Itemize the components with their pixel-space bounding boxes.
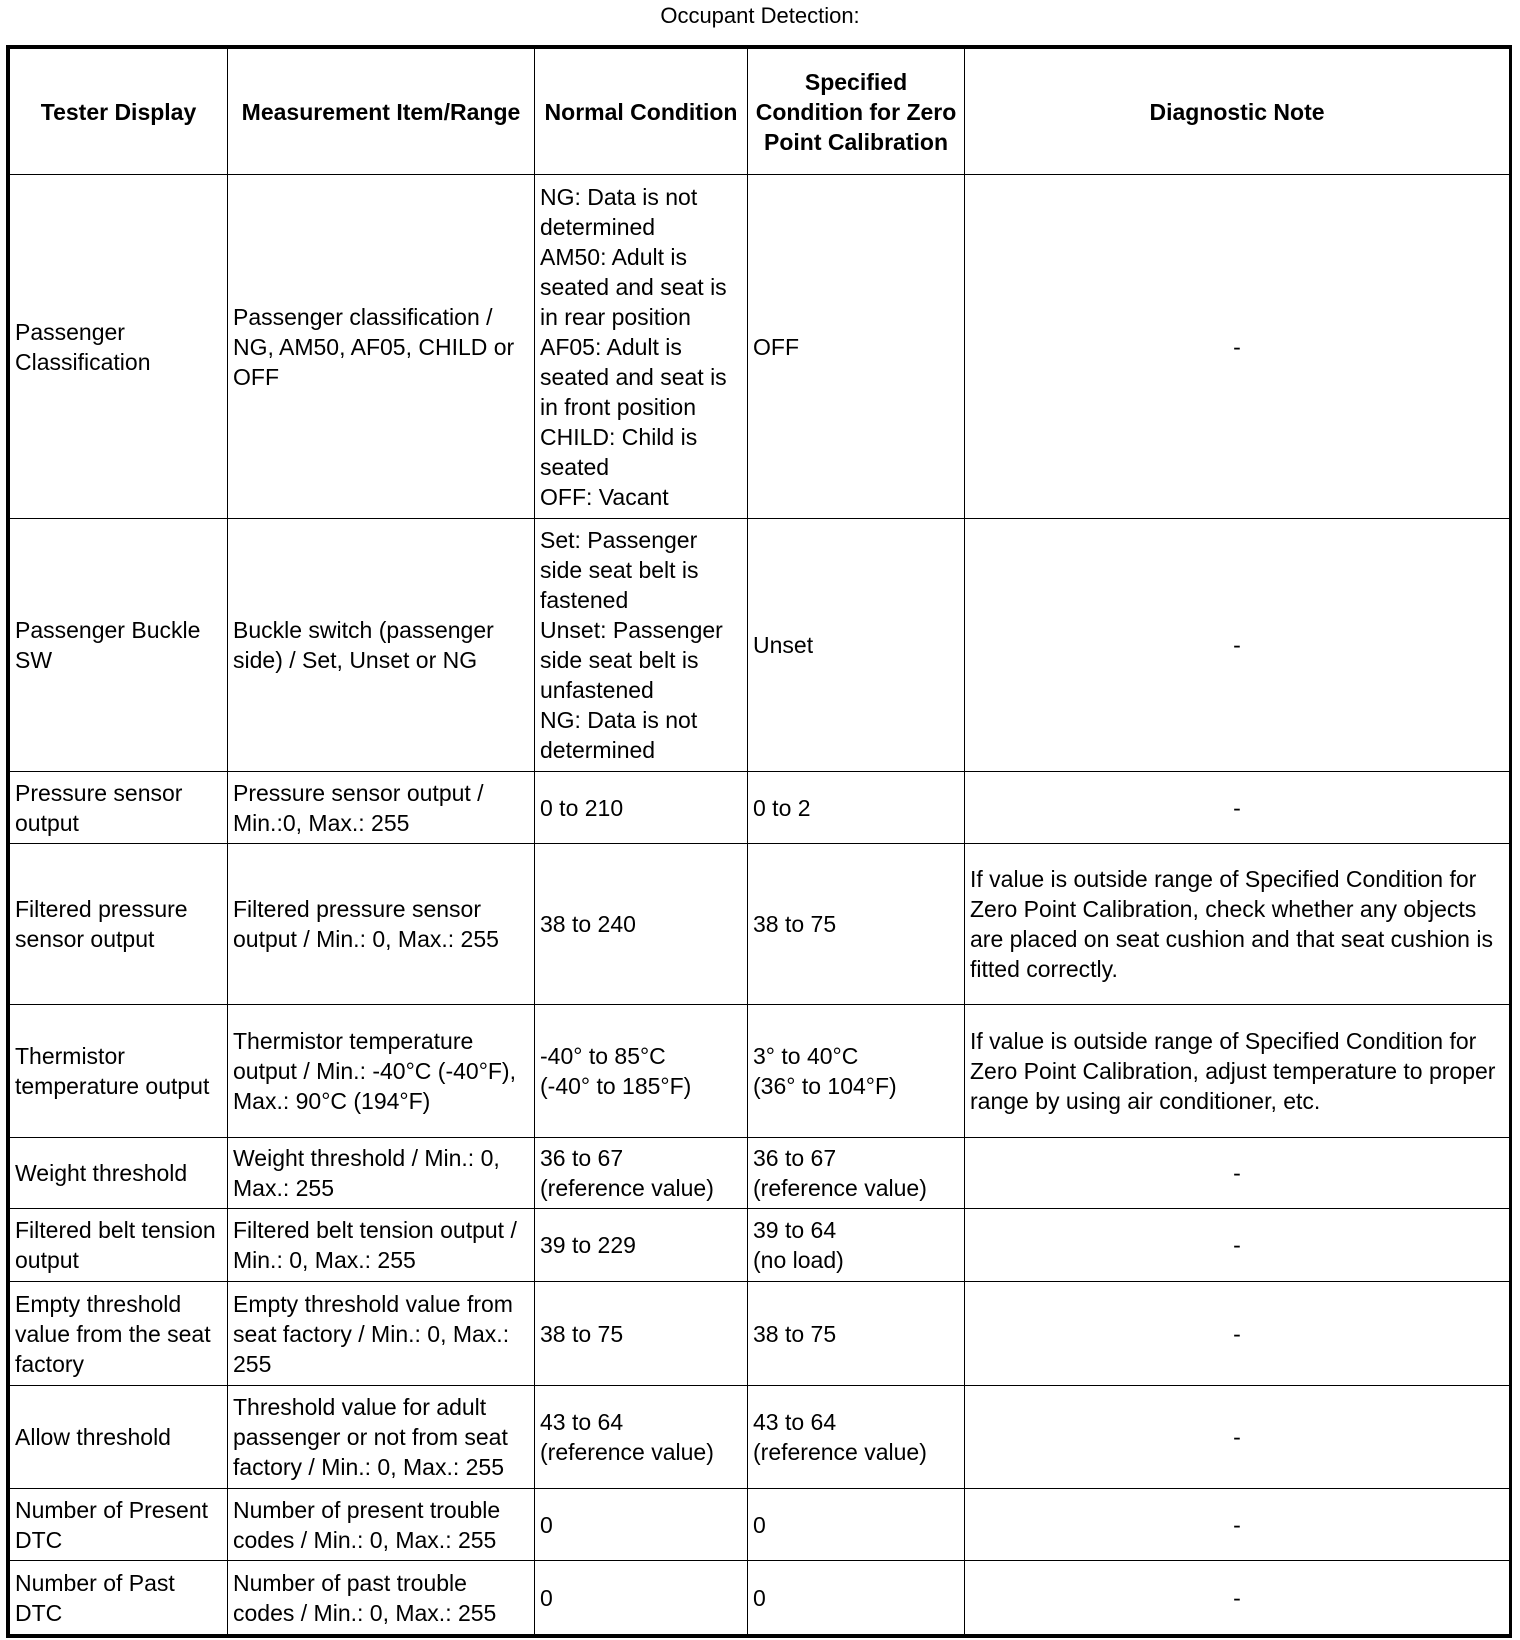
cell-tester-display: Number of Past DTC [10,1561,228,1635]
table-row [10,772,1510,844]
cell-tester-display: Thermistor temperature output [10,1005,228,1137]
cell-specified: 38 to 75 [748,1282,965,1386]
cell-normal: Set: Passenger side seat belt is fastened Unset: Passenger side seat belt is unfastened NG: Data is not determined [535,519,748,772]
table-row [10,1137,1510,1209]
cell-specified: Unset [748,519,965,772]
cell-tester-display: Filtered pressure sensor output [10,844,228,1005]
table-row [10,1561,1510,1635]
cell-measurement: Weight threshold / Min.: 0, Max.: 255 [228,1137,535,1209]
cell-normal: 0 [535,1489,748,1561]
cell-specified: 3° to 40°C (36° to 104°F) [748,1005,965,1137]
table-row [10,1282,1510,1386]
cell-specified: OFF [748,175,965,519]
cell-measurement: Number of present trouble codes / Min.: 0, Max.: 255 [228,1489,535,1561]
cell-note: If value is outside range of Specified Condition for Zero Point Calibration, check whether any objects are placed on seat cushion and that seat cushion is fitted correctly. [965,844,1510,1005]
cell-specified: 0 [748,1561,965,1635]
cell-note: - [965,1209,1510,1282]
cell-specified: 36 to 67 (reference value) [748,1137,965,1209]
table-row [10,1489,1510,1561]
cell-note: - [965,1282,1510,1386]
cell-normal: -40° to 85°C (-40° to 185°F) [535,1005,748,1137]
cell-normal: 38 to 240 [535,844,748,1005]
cell-note: - [965,1489,1510,1561]
cell-measurement: Thermistor temperature output / Min.: -40°C (-40°F), Max.: 90°C (194°F) [228,1005,535,1137]
header-measurement-item: Measurement Item/Range [228,49,535,175]
cell-specified: 0 [748,1489,965,1561]
cell-note: - [965,1386,1510,1489]
table-row [10,175,1510,519]
header-tester-display: Tester Display [10,49,228,175]
cell-specified: 43 to 64 (reference value) [748,1386,965,1489]
cell-normal: NG: Data is not determined AM50: Adult is seated and seat is in rear position AF05: Adult is seated and seat is in front position CHILD: Child is seated OFF: Vacant [535,175,748,519]
cell-normal: 0 [535,1561,748,1635]
page-title: Occupant Detection: [660,3,860,28]
cell-specified: 38 to 75 [748,844,965,1005]
cell-note: - [965,519,1510,772]
cell-note: If value is outside range of Specified Condition for Zero Point Calibration, adjust temperature to proper range by using air conditioner, etc. [965,1005,1510,1137]
cell-specified: 39 to 64 (no load) [748,1209,965,1282]
header-normal-condition: Normal Condition [535,49,748,175]
cell-measurement: Passenger classification / NG, AM50, AF05, CHILD or OFF [228,175,535,519]
cell-normal: 39 to 229 [535,1209,748,1282]
cell-measurement: Number of past trouble codes / Min.: 0, Max.: 255 [228,1561,535,1635]
cell-specified: 0 to 2 [748,772,965,844]
table-row [10,1005,1510,1137]
cell-tester-display: Number of Present DTC [10,1489,228,1561]
data-table-container [6,45,1512,1638]
cell-normal: 38 to 75 [535,1282,748,1386]
cell-tester-display: Weight threshold [10,1137,228,1209]
cell-measurement: Pressure sensor output / Min.:0, Max.: 255 [228,772,535,844]
cell-note: - [965,772,1510,844]
cell-tester-display: Empty threshold value from the seat factory [10,1282,228,1386]
cell-note: - [965,1561,1510,1635]
cell-measurement: Empty threshold value from seat factory / Min.: 0, Max.: 255 [228,1282,535,1386]
table-row [10,519,1510,772]
cell-tester-display: Allow threshold [10,1386,228,1489]
cell-tester-display: Passenger Classification [10,175,228,519]
cell-tester-display: Filtered belt tension output [10,1209,228,1282]
table-row [10,844,1510,1005]
cell-normal: 43 to 64 (reference value) [535,1386,748,1489]
cell-measurement: Filtered pressure sensor output / Min.: 0, Max.: 255 [228,844,535,1005]
cell-normal: 36 to 67 (reference value) [535,1137,748,1209]
cell-normal: 0 to 210 [535,772,748,844]
cell-tester-display: Pressure sensor output [10,772,228,844]
table-row [10,1209,1510,1282]
cell-measurement: Threshold value for adult passenger or not from seat factory / Min.: 0, Max.: 255 [228,1386,535,1489]
cell-measurement: Filtered belt tension output / Min.: 0, Max.: 255 [228,1209,535,1282]
cell-measurement: Buckle switch (passenger side) / Set, Unset or NG [228,519,535,772]
header-diagnostic-note: Diagnostic Note [965,49,1510,175]
header-specified-condition: Specified Condition for Zero Point Calibration [748,49,965,175]
header-row [10,49,1510,175]
occupant-detection-table [9,48,1510,1635]
cell-tester-display: Passenger Buckle SW [10,519,228,772]
cell-note: - [965,175,1510,519]
cell-note: - [965,1137,1510,1209]
table-row [10,1386,1510,1489]
